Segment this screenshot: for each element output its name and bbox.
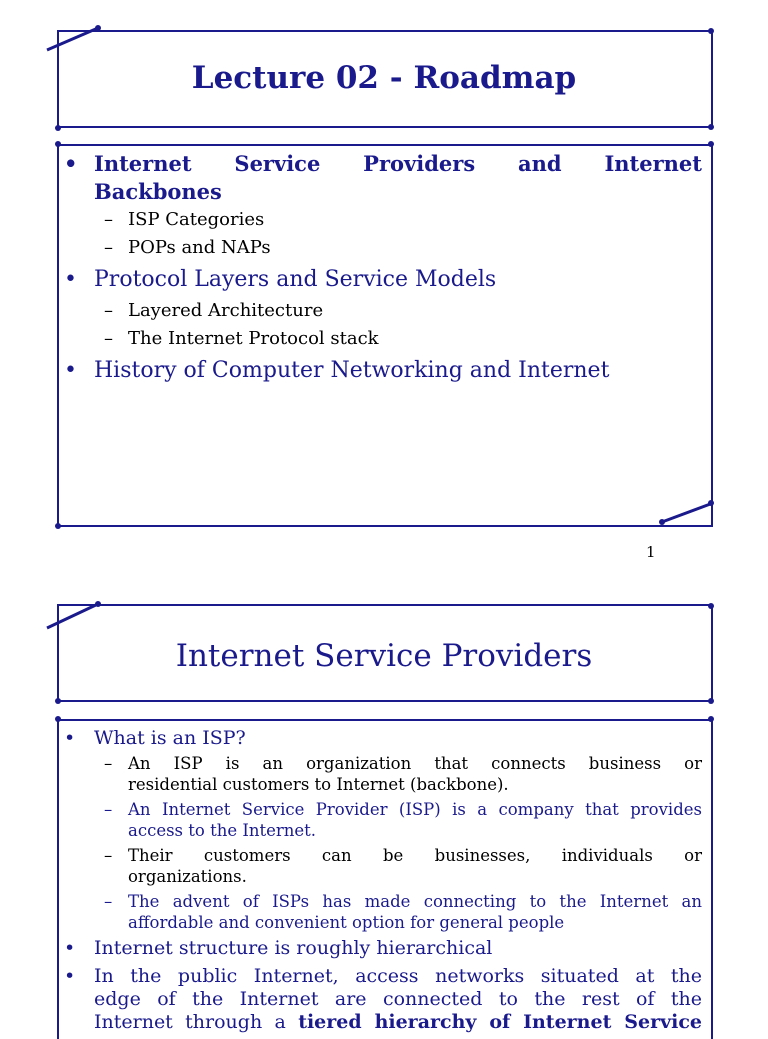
dash-mark: – bbox=[104, 754, 113, 773]
bullet-mark: • bbox=[64, 267, 77, 292]
bullet-text: What is an ISP? bbox=[94, 727, 246, 749]
sub-text-line: Their customers can be businesses, individuals or bbox=[128, 846, 702, 865]
bullet-text: History of Computer Networking and Internet bbox=[94, 358, 610, 383]
bullet-text-line: In the public Internet, access networks situated at the bbox=[94, 965, 702, 987]
bullet-mark: • bbox=[64, 965, 76, 987]
sub-text: ISP Categories bbox=[128, 209, 265, 230]
slide-2-sub-advent bbox=[104, 891, 702, 933]
sub-text: Layered Architecture bbox=[128, 300, 324, 321]
bullet-text-line: edge of the Internet are connected to the rest of the bbox=[94, 988, 702, 1010]
dash-mark: – bbox=[104, 846, 113, 865]
slide-2-bullet-hierarchical bbox=[64, 937, 702, 959]
bullet-mark: • bbox=[64, 937, 76, 959]
slide-1-title: Lecture 02 - Roadmap bbox=[191, 60, 577, 96]
dash-mark: – bbox=[104, 209, 113, 230]
sub-text-line: residential customers to Internet (backbone). bbox=[128, 775, 509, 794]
bullet-text-line: Internet Service Providers and Internet bbox=[94, 151, 702, 176]
bullet-text-fragment: Internet through a bbox=[94, 1011, 299, 1033]
slide-2-title: Internet Service Providers bbox=[175, 638, 593, 674]
bullet-text: Protocol Layers and Service Models bbox=[94, 267, 497, 292]
sub-text-line: An Internet Service Provider (ISP) is a company that provides bbox=[128, 800, 702, 819]
dash-mark: – bbox=[104, 800, 113, 819]
page-number: 1 bbox=[646, 543, 656, 561]
bullet-text-line: Backbones bbox=[94, 179, 222, 204]
slide-2-sub-isp-company bbox=[104, 799, 702, 841]
dash-mark: – bbox=[104, 892, 113, 911]
bullet-mark: • bbox=[64, 151, 78, 176]
sub-text-line: An ISP is an organization that connects business or bbox=[128, 754, 702, 773]
dash-mark: – bbox=[104, 237, 113, 258]
dash-mark: – bbox=[104, 328, 113, 349]
sub-text-line: access to the Internet. bbox=[128, 821, 317, 840]
slide-2-sub-customers bbox=[104, 845, 702, 887]
dash-mark: – bbox=[104, 300, 113, 321]
sub-text: POPs and NAPs bbox=[128, 237, 271, 258]
sub-text: The Internet Protocol stack bbox=[128, 328, 379, 349]
bullet-text: Internet structure is roughly hierarchical bbox=[94, 937, 493, 959]
slide-2-sub-isp-definition bbox=[104, 753, 702, 795]
sub-text-line: organizations. bbox=[128, 867, 247, 886]
sub-text-line: The advent of ISPs has made connecting to the Internet an bbox=[128, 892, 702, 911]
bullet-mark: • bbox=[64, 727, 76, 749]
bullet-mark: • bbox=[64, 358, 77, 383]
bullet-text-line bbox=[94, 1011, 702, 1034]
slide-2-bullet-what-is-isp bbox=[64, 727, 702, 749]
sub-text-line: affordable and convenient option for general people bbox=[128, 913, 565, 932]
bullet-text-emphasis: tiered hierarchy of Internet Service bbox=[298, 1011, 703, 1033]
